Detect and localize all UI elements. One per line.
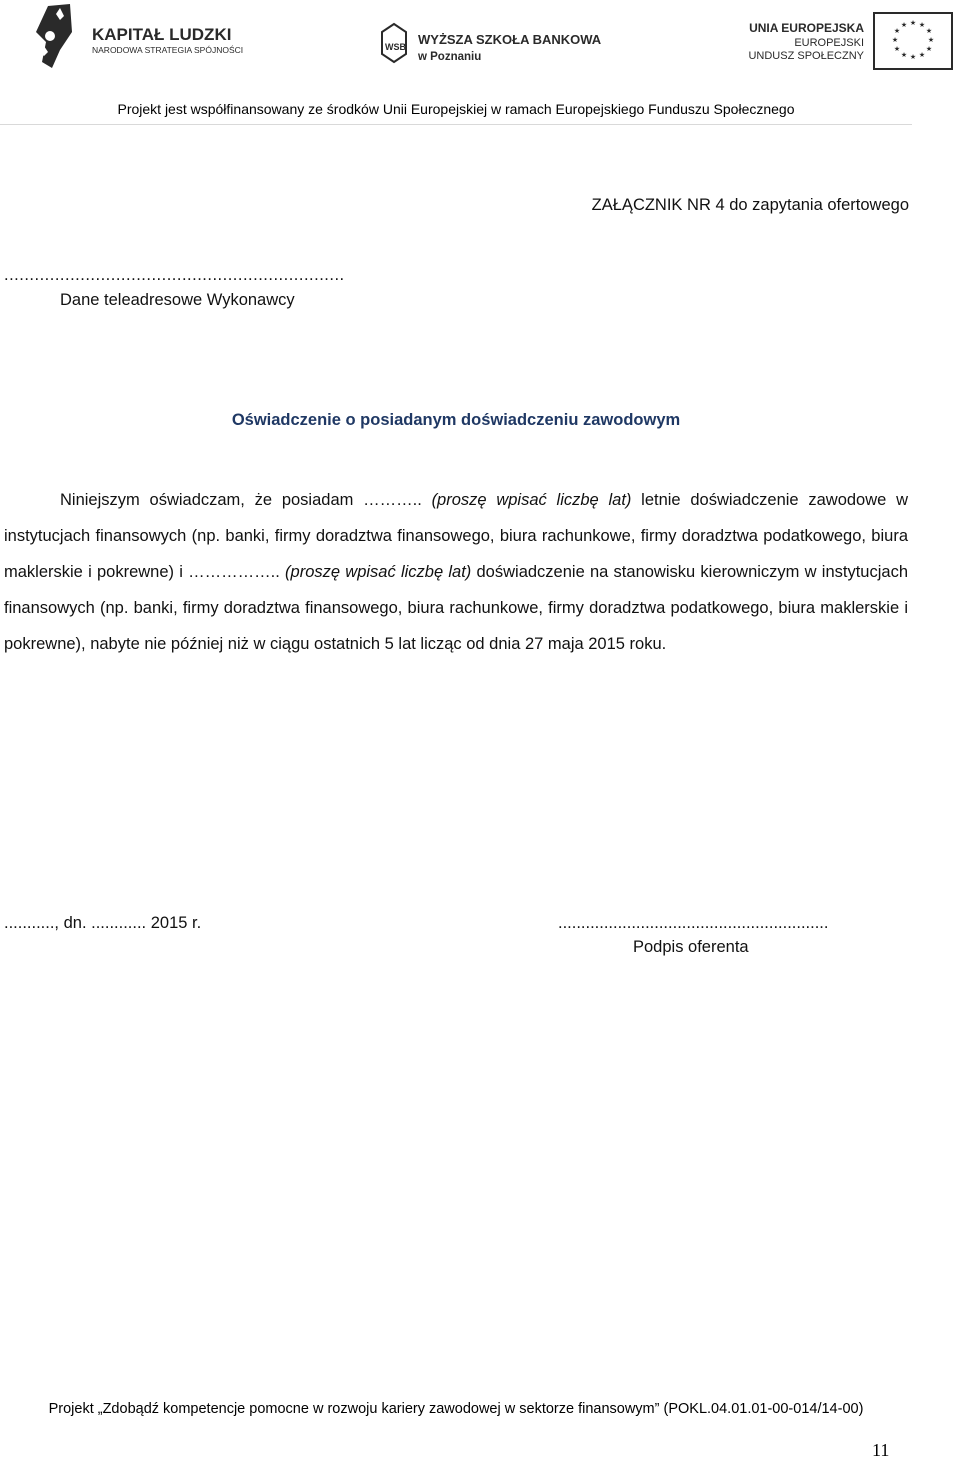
years-hint-2: (proszę wpisać liczbę lat) [285,563,472,581]
page-number: 11 [872,1440,890,1460]
wsb-logo [380,22,620,70]
statement-text-1: Niniejszym oświadczam, że posiadam ……….. [60,491,432,509]
svg-text:★: ★ [909,53,917,61]
svg-text:WYŻSZA SZKOŁA BANKOWA: WYŻSZA SZKOŁA BANKOWA [418,32,602,47]
statement-paragraph [4,482,908,662]
svg-text:w Poznaniu: w Poznaniu [418,51,482,63]
statement-text-3: doświadczenie na stanowisku kierowniczym w instytucjach finansowych (np. banki, firmy doradztwa finansowego, biura rachunkowe, firmy doradztwa podatkowego, biura maklerskie i pokrewne), nabyte nie później niż w ciągu ostatnich 5 lat licząc od dnia 27 maja 2015 roku. [4,563,908,653]
svg-text:EUROPEJSKI: EUROPEJSKI [794,37,864,49]
cofinancing-note: Projekt jest współfinansowany ze środków Unii Europejskiej w ramach Europejskiego Funduszu Społecznego [117,101,795,117]
header-divider [0,124,912,125]
svg-text:★: ★ [925,27,933,35]
svg-text:NARODOWA STRATEGIA SPÓJNOŚCI: NARODOWA STRATEGIA SPÓJNOŚCI [92,45,244,55]
svg-text:UNIA EUROPEJSKA: UNIA EUROPEJSKA [749,21,864,35]
annex-label: ZAŁĄCZNIK NR 4 do zapytania ofertowego [591,196,909,214]
signature-dots: ........................................................... [558,914,829,932]
kapital-ludzki-logo [30,2,260,72]
svg-text:★: ★ [927,36,935,44]
contractor-label: Dane teleadresowe Wykonawcy [60,291,295,309]
statement-text-2: letnie doświadczenie zawodowe w instytucjach finansowych (np. banki, firmy doradztwa finansowego, biura rachunkowe, firmy doradztwa podatkowego, biura maklerskie i pokrewne) i …………….. [4,491,908,581]
svg-text:★: ★ [891,36,899,44]
svg-text:★: ★ [918,51,926,59]
project-footer: Projekt „Zdobądź kompetencje pomocne w rozwoju kariery zawodowej w sektorze finansowym” (POKL.04.01.01-00-014/14-00) [48,1401,864,1417]
contractor-dots: ................................................................... [4,266,345,284]
svg-text:★: ★ [900,51,908,59]
document-title: Oświadczenie o posiadanym doświadczeniu zawodowym [231,411,681,429]
place-date-line: ..........., dn. ............ 2015 r. [4,914,202,932]
years-hint-1: (proszę wpisać liczbę lat) [431,491,632,509]
svg-text:★: ★ [909,19,917,27]
svg-text:★: ★ [893,45,901,53]
svg-text:FUNDUSZ SPOŁECZNY: FUNDUSZ SPOŁECZNY [748,50,864,62]
svg-text:★: ★ [900,21,908,29]
svg-text:KAPITAŁ LUDZKI: KAPITAŁ LUDZKI [92,25,232,44]
svg-text:★: ★ [893,27,901,35]
signature-label: Podpis oferenta [633,938,749,956]
svg-text:★: ★ [918,21,926,29]
eu-logo [748,10,958,74]
svg-text:★: ★ [925,45,933,53]
svg-text:WSB: WSB [385,42,406,52]
